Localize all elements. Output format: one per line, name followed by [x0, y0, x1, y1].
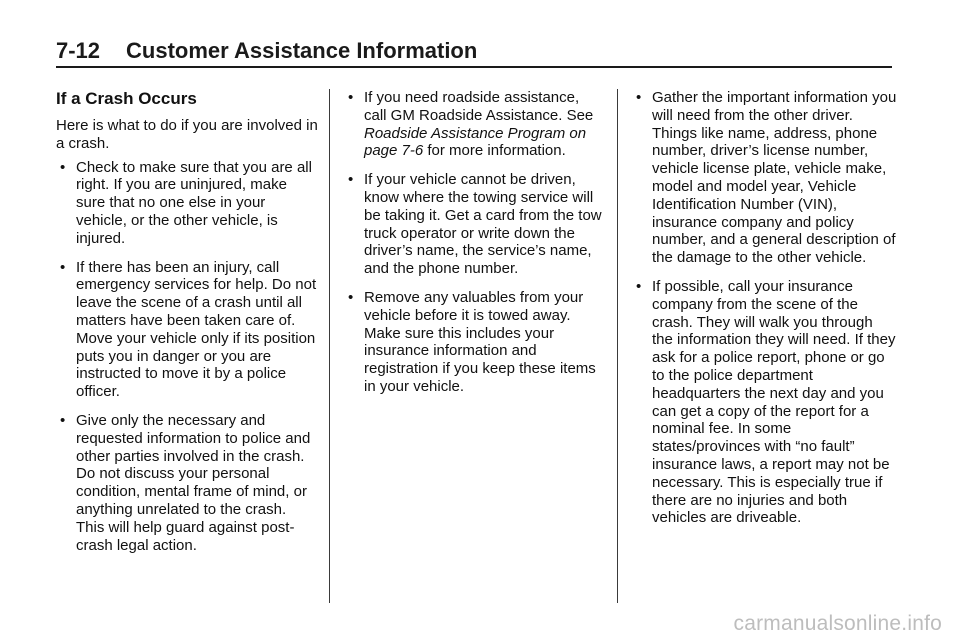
page-number: 7-12 — [56, 38, 101, 63]
list-item-text: Gather the important information you will need from the other driver. Things like name, address, phone number, driver’s license number, vehicle license plate, vehicle make, model and model year, Vehicle Identification Number (VIN), insurance company and policy number, and a general description of the damage to the other vehicle. — [652, 89, 897, 267]
column-middle — [344, 89, 604, 407]
list-item-text: Remove any valuables from your vehicle before it is towed away. Make sure this includes your insurance information and registration if you keep these items in your vehicle. — [364, 288, 596, 395]
list-item — [56, 412, 318, 554]
bullet-list-left — [56, 159, 318, 555]
bullet-icon: • — [348, 288, 354, 306]
list-item-text: If possible, call your insurance company from the scene of the crash. They will walk you through the information they will need. If they ask for a police report, phone or go to the police department headquarters the next day and you can get a copy of the report for a nominal fee. In some states/provinces with “no fault” insurance laws, a report may not be necessary. This is especially true if there are no injuries and both vehicles are driveable. — [652, 277, 896, 527]
list-item-text: Check to make sure that you are all right. If you are uninjured, make sure that no one else in your vehicle, or the other vehicle, is injured. — [76, 158, 312, 247]
list-item-text-end: for more information. — [423, 142, 566, 160]
bullet-icon: • — [348, 171, 354, 189]
list-item — [344, 289, 604, 396]
list-item — [632, 89, 897, 267]
list-item-text: Give only the necessary and requested information to police and other parties involved in the crash. Do not discuss your personal condition, mental frame of mind, or anything unrelated to the crash. This will help guard against post-crash legal action. — [76, 411, 311, 554]
cross-reference-link[interactable]: Roadside Assistance Program on page 7-6 — [364, 124, 587, 160]
site-watermark: carmanualsonline.info — [733, 612, 942, 635]
bullet-icon: • — [636, 277, 642, 295]
bullet-icon: • — [636, 89, 642, 106]
list-item — [344, 89, 604, 160]
list-item — [344, 171, 604, 278]
bullet-list-middle — [344, 89, 604, 396]
list-item — [56, 259, 318, 401]
bullet-icon: • — [60, 158, 66, 176]
list-item-text: If there has been an injury, call emergency services for help. Do not leave the scene of a crash until all matters have been taken care of. Move your vehicle only if its position puts you in danger or you are instructed to move it by a police officer. — [76, 258, 317, 401]
column-divider-right — [617, 89, 618, 603]
bullet-icon: • — [60, 411, 66, 429]
column-left — [56, 89, 318, 565]
bullet-icon: • — [60, 258, 66, 276]
page-header — [56, 36, 892, 68]
section-heading: If a Crash Occurs — [56, 89, 197, 108]
intro-text: Here is what to do if you are involved in a crash. — [56, 117, 318, 152]
bullet-icon: • — [348, 89, 354, 106]
list-item — [632, 278, 897, 527]
list-item-text: If you need roadside assistance, call GM Roadside Assistance. See — [364, 89, 594, 124]
section-title: Customer Assistance Information — [126, 38, 478, 63]
bullet-list-right — [632, 89, 897, 527]
list-item — [56, 159, 318, 248]
column-divider-left — [329, 89, 330, 603]
list-item-text: If your vehicle cannot be driven, know where the towing service will be taking it. Get a card from the tow truck operator or write down the driver’s name, the service’s name, and the phone number. — [364, 171, 602, 278]
column-right — [632, 89, 897, 538]
